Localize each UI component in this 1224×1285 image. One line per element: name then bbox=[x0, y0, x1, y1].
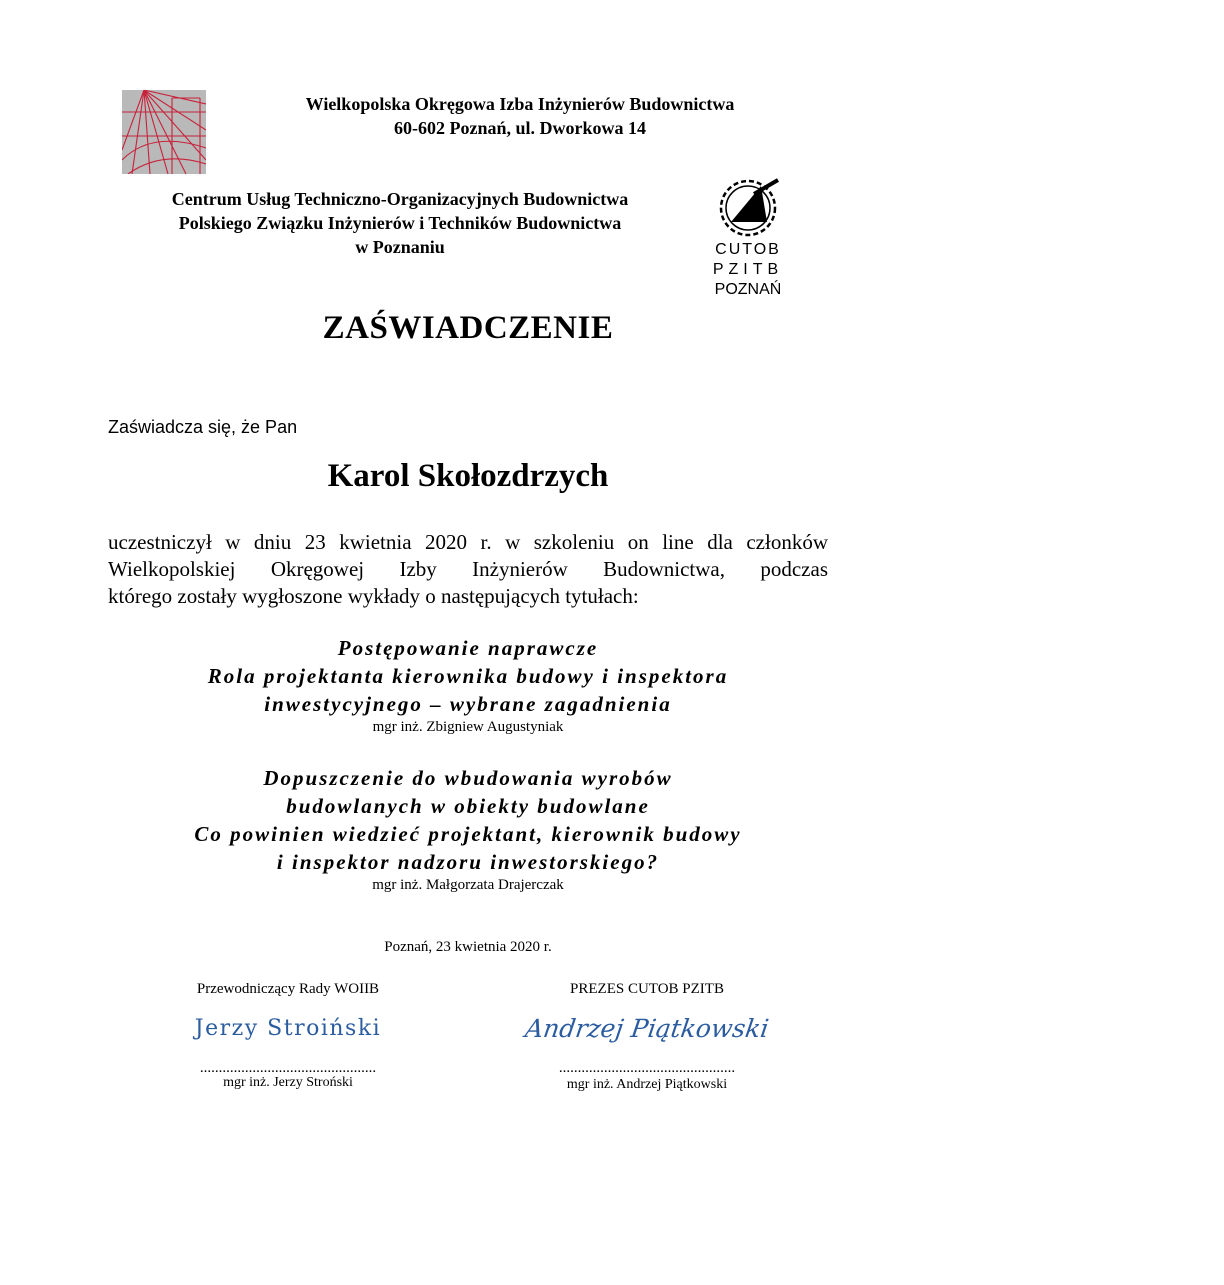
cutob-city: w Poznaniu bbox=[355, 237, 445, 257]
lecture-1-title-line: Rola projektanta kierownika budowy i inspektora bbox=[207, 664, 729, 688]
lecture-1-title-line: Postępowanie naprawcze bbox=[337, 636, 599, 660]
lecture-2-lecturer: mgr inż. Małgorzata Drajerczak bbox=[372, 877, 564, 893]
lecture-1-lecturer: mgr inż. Zbigniew Augustyniak bbox=[372, 719, 564, 735]
intro-text: Zaświadcza się, że Pan bbox=[108, 417, 298, 437]
signatory-name: mgr inż. Jerzy Stroński bbox=[223, 1075, 353, 1090]
signature-handwritten: Jerzy Stroiński bbox=[194, 1016, 382, 1041]
lecture-2 bbox=[108, 764, 828, 894]
signature-handwritten: Andrzej Piątkowski bbox=[523, 1014, 771, 1043]
woiib-logo-graphic bbox=[122, 90, 206, 174]
lecture-1 bbox=[108, 634, 828, 736]
signatory-role: Przewodniczący Rady WOIIB bbox=[196, 981, 380, 997]
cutob-logo bbox=[708, 172, 792, 302]
body-line-1: uczestniczył w dniu 23 kwietnia 2020 r. w szkoleniu on line dla członków bbox=[108, 530, 828, 554]
body-line-2: Wielkopolskiej Okręgowej Izby Inżynierów Budownictwa, podczas bbox=[108, 557, 828, 581]
signatory-cutob bbox=[516, 981, 778, 1093]
signatory-role: PREZES CUTOB PZITB bbox=[570, 981, 724, 997]
lecture-2-title-line: Dopuszczenie do wbudowania wyrobów bbox=[263, 766, 673, 790]
document-title: ZAŚWIADCZENIE bbox=[322, 310, 614, 346]
logo-text-poznan: POZNAŃ bbox=[714, 281, 782, 298]
logo-text-pzitb: PZITB bbox=[712, 261, 784, 278]
cutob-name-line1: Centrum Usług Techniczno-Organizacyjnych Budownictwa bbox=[171, 189, 629, 209]
cutob-header bbox=[100, 187, 700, 259]
place-date: Poznań, 23 kwietnia 2020 r. bbox=[384, 939, 552, 955]
lecture-2-title-line: Co powinien wiedzieć projektant, kierownik budowy bbox=[194, 822, 742, 846]
woiib-address: 60-602 Poznań, ul. Dworkowa 14 bbox=[393, 118, 646, 138]
cutob-name-line2: Polskiego Związku Inżynierów i Techników Budownictwa bbox=[178, 213, 622, 233]
gear-triangle-icon bbox=[714, 174, 784, 240]
person-name: Karol Skołozdrzych bbox=[327, 458, 609, 494]
woiib-header bbox=[240, 92, 800, 140]
body-line-3: którego zostały wygłoszone wykłady o następujących tytułach: bbox=[108, 584, 639, 608]
lecture-2-title-line: i inspektor nadzoru inwestorskiego? bbox=[276, 850, 660, 874]
cutob-logo-text bbox=[708, 240, 788, 300]
logo-text-cutob: CUTOB bbox=[715, 241, 781, 258]
signatory-name: mgr inż. Andrzej Piątkowski bbox=[566, 1077, 728, 1092]
lecture-1-title-line: inwestycyjnego – wybrane zagadnienia bbox=[264, 692, 672, 716]
woiib-logo bbox=[122, 90, 206, 174]
lecture-2-title-line: budowlanych w obiekty budowlane bbox=[286, 794, 650, 818]
woiib-name: Wielkopolska Okręgowa Izba Inżynierów Budownictwa bbox=[305, 94, 735, 114]
certificate-body bbox=[108, 529, 828, 610]
signature-line: ............................................... bbox=[558, 1060, 736, 1076]
signature-line: ............................................... bbox=[199, 1060, 377, 1076]
signatory-woiib bbox=[158, 981, 418, 1091]
